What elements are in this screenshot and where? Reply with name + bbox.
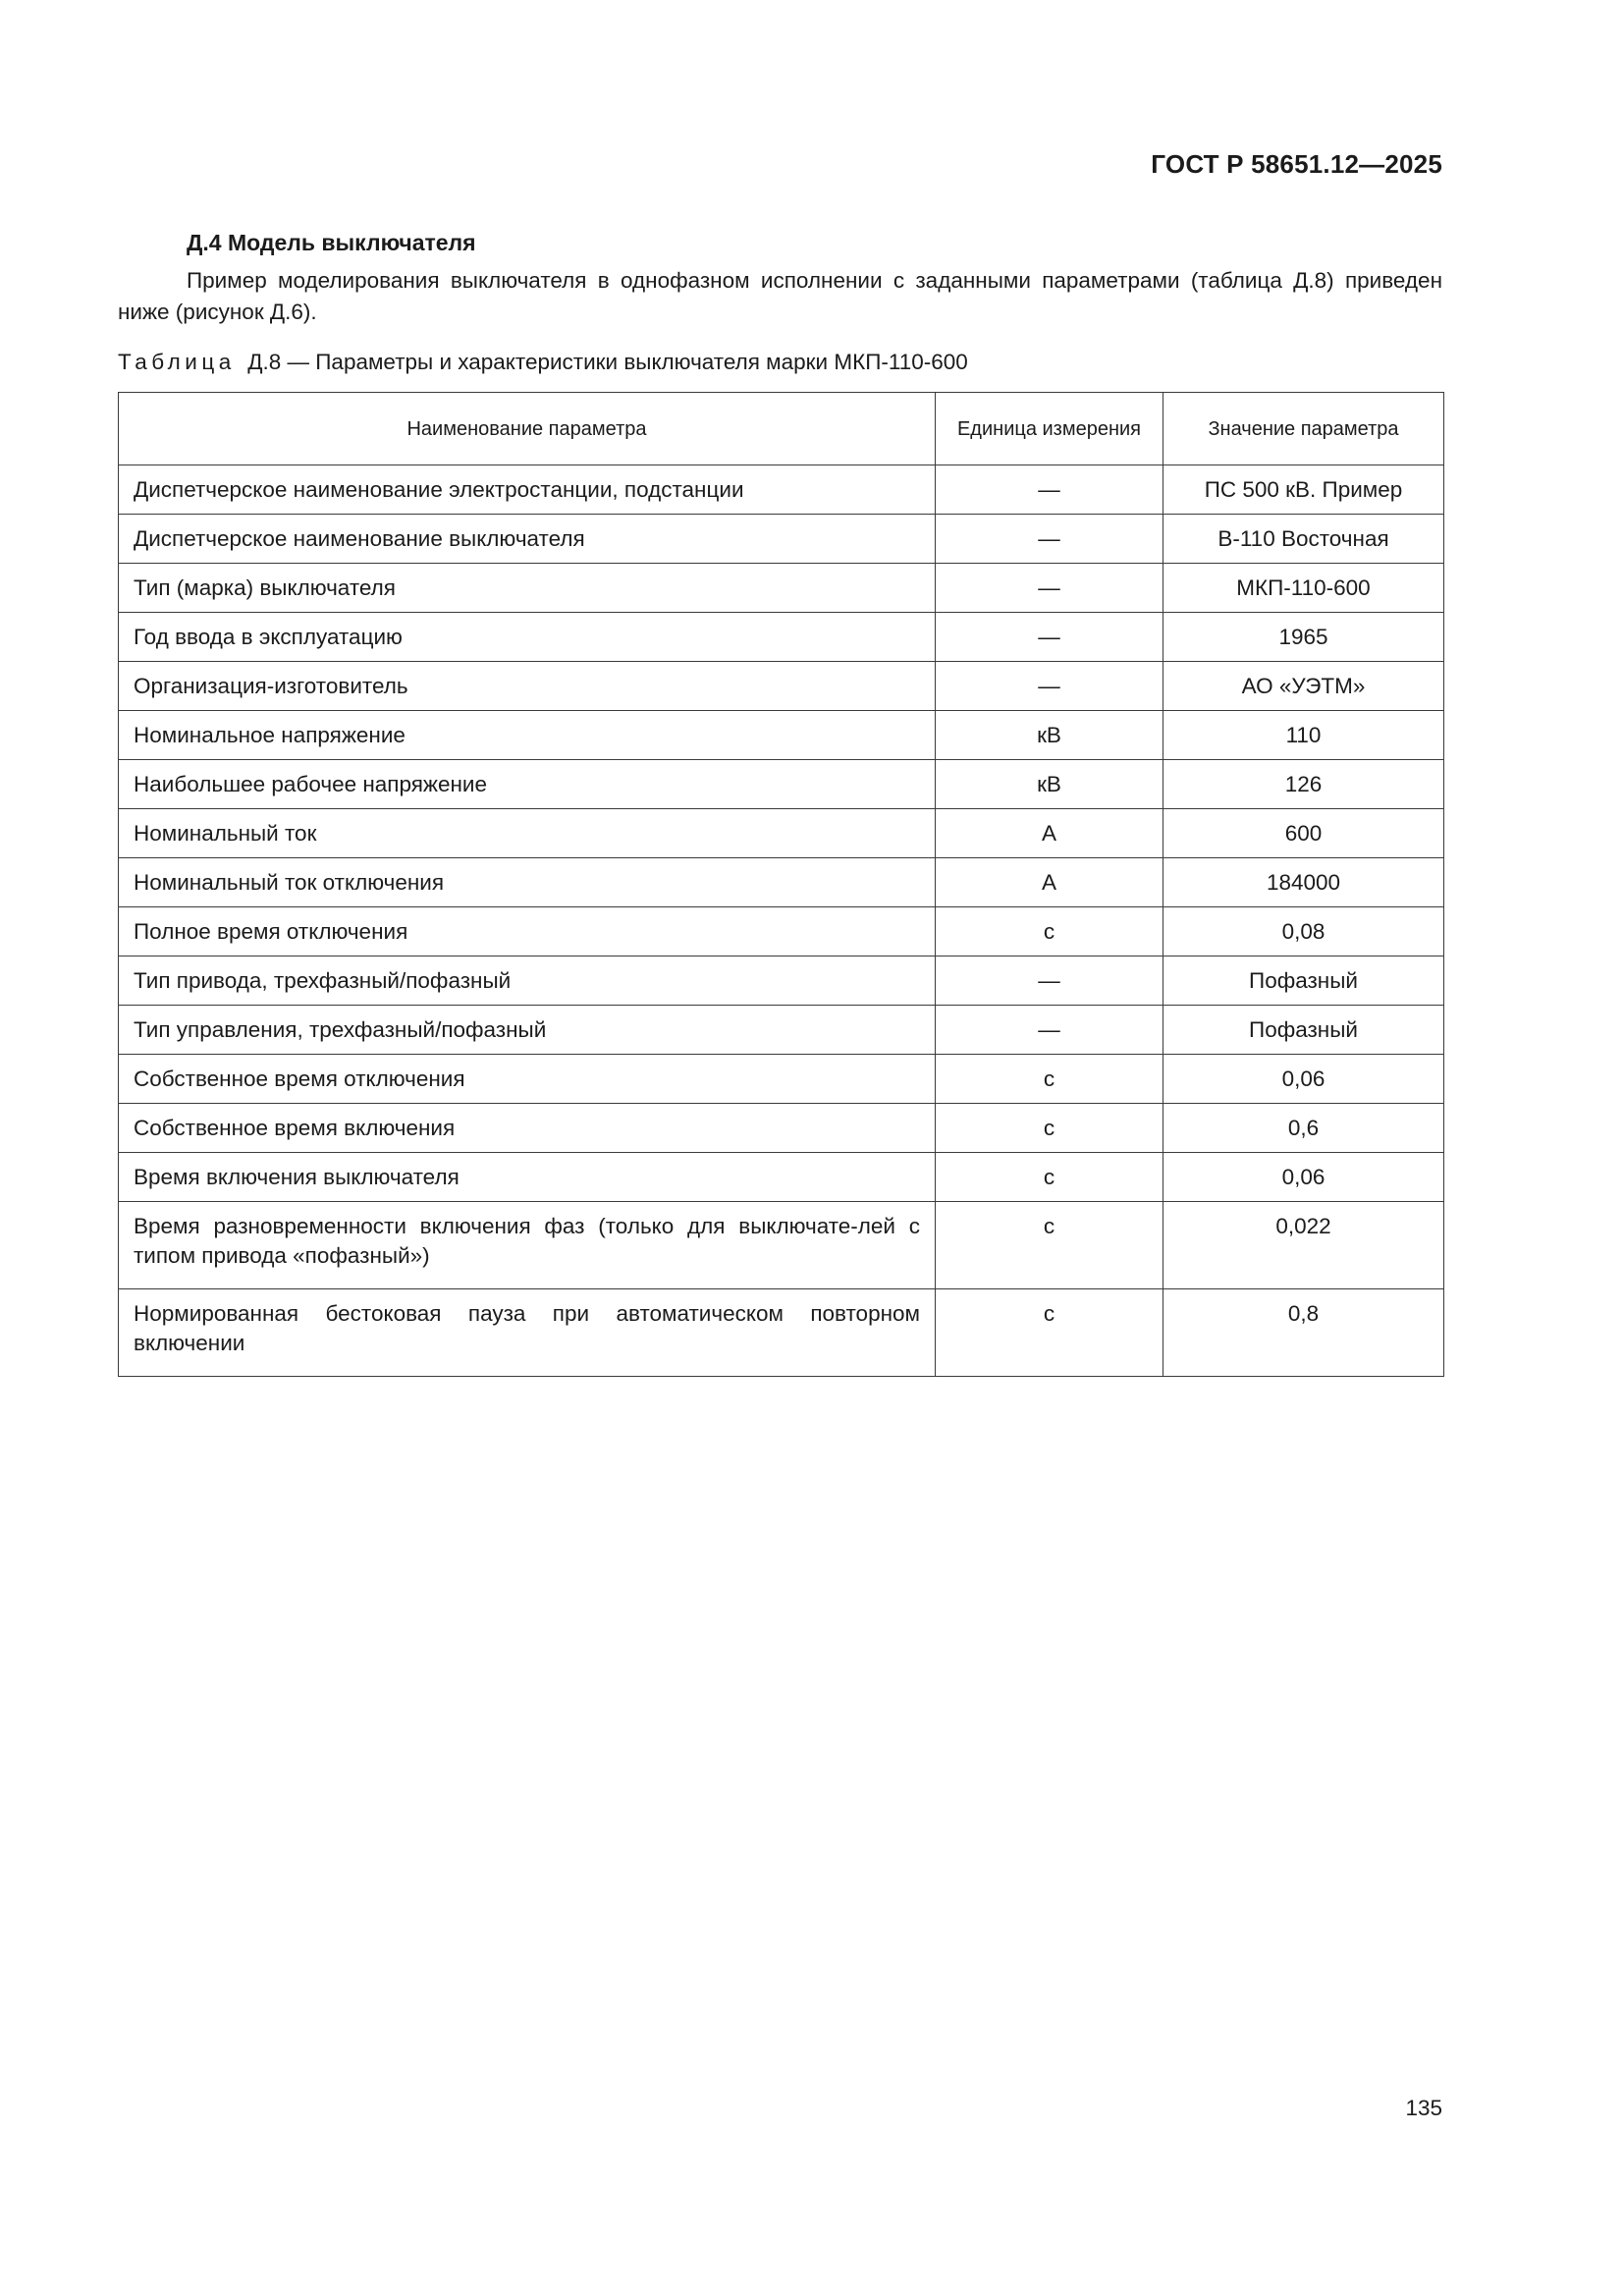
table-caption-label: Таблица [118, 350, 236, 374]
cell-unit: с [936, 1055, 1163, 1104]
table-row [119, 1153, 1444, 1202]
cell-parameter-name: Год ввода в эксплуатацию [119, 613, 936, 662]
cell-value: 126 [1163, 760, 1444, 809]
page-number: 135 [1405, 2096, 1442, 2120]
header-parameter-name: Наименование параметра [119, 393, 936, 465]
cell-parameter-name: Собственное время отключения [119, 1055, 936, 1104]
header-unit: Единица измерения [936, 393, 1163, 465]
cell-value: 1965 [1163, 613, 1444, 662]
table-row [119, 662, 1444, 711]
cell-value: 0,06 [1163, 1055, 1444, 1104]
table-caption [118, 350, 968, 375]
cell-value: МКП-110-600 [1163, 564, 1444, 613]
intro-paragraph: Пример моделирования выключателя в однофазном исполнении с заданными параметрами (таблица Д.8) приведен ниже (рисунок Д.6). [118, 268, 1442, 324]
table-row [119, 957, 1444, 1006]
cell-parameter-name: Диспетчерское наименование выключателя [119, 515, 936, 564]
cell-parameter-name: Полное время отключения [119, 907, 936, 957]
table-row [119, 907, 1444, 957]
cell-unit: с [936, 1153, 1163, 1202]
table-row [119, 613, 1444, 662]
cell-parameter-name: Номинальный ток отключения [119, 858, 936, 907]
cell-unit: — [936, 957, 1163, 1006]
cell-value: Пофазный [1163, 1006, 1444, 1055]
cell-unit: кВ [936, 760, 1163, 809]
cell-unit: с [936, 1104, 1163, 1153]
table-row [119, 465, 1444, 515]
cell-value: 0,06 [1163, 1153, 1444, 1202]
table-row [119, 858, 1444, 907]
cell-value: АО «УЭТМ» [1163, 662, 1444, 711]
cell-value: 0,6 [1163, 1104, 1444, 1153]
cell-unit: — [936, 662, 1163, 711]
cell-unit: — [936, 1006, 1163, 1055]
table-row [119, 711, 1444, 760]
cell-parameter-name: Тип управления, трехфазный/пофазный [119, 1006, 936, 1055]
cell-parameter-name: Время включения выключателя [119, 1153, 936, 1202]
cell-value: Пофазный [1163, 957, 1444, 1006]
table-row [119, 1055, 1444, 1104]
cell-parameter-name: Номинальный ток [119, 809, 936, 858]
cell-unit: с [936, 1289, 1163, 1377]
cell-unit: с [936, 1202, 1163, 1289]
cell-parameter-name: Тип привода, трехфазный/пофазный [119, 957, 936, 1006]
cell-parameter-name: Наибольшее рабочее напряжение [119, 760, 936, 809]
cell-parameter-name: Номинальное напряжение [119, 711, 936, 760]
cell-parameter-name: Нормированная бестоковая пауза при автоматическом повторном включении [119, 1289, 936, 1377]
cell-parameter-name: Собственное время включения [119, 1104, 936, 1153]
cell-unit: — [936, 465, 1163, 515]
table-row [119, 1006, 1444, 1055]
cell-parameter-name: Время разновременности включения фаз (только для выключате-лей с типом привода «пофазный») [119, 1202, 936, 1289]
table-row [119, 760, 1444, 809]
table-caption-text: Д.8 — Параметры и характеристики выключателя марки МКП-110-600 [247, 350, 968, 374]
cell-unit: — [936, 515, 1163, 564]
table-row [119, 1289, 1444, 1377]
cell-value: 600 [1163, 809, 1444, 858]
cell-parameter-name: Диспетчерское наименование электростанции, подстанции [119, 465, 936, 515]
cell-value: 0,08 [1163, 907, 1444, 957]
table-header-row [119, 393, 1444, 465]
cell-unit: кВ [936, 711, 1163, 760]
cell-value: В-110 Восточная [1163, 515, 1444, 564]
cell-value: 0,8 [1163, 1289, 1444, 1377]
cell-parameter-name: Организация-изготовитель [119, 662, 936, 711]
cell-unit: — [936, 613, 1163, 662]
header-value: Значение параметра [1163, 393, 1444, 465]
cell-value: 0,022 [1163, 1202, 1444, 1289]
parameters-table [118, 392, 1444, 1377]
cell-value: ПС 500 кВ. Пример [1163, 465, 1444, 515]
table-row [119, 809, 1444, 858]
cell-unit: А [936, 858, 1163, 907]
table-row [119, 515, 1444, 564]
table-row [119, 1202, 1444, 1289]
section-heading: Д.4 Модель выключателя [187, 230, 476, 255]
cell-value: 184000 [1163, 858, 1444, 907]
table-row [119, 564, 1444, 613]
document-code: ГОСТ Р 58651.12—2025 [1151, 149, 1442, 179]
cell-parameter-name: Тип (марка) выключателя [119, 564, 936, 613]
cell-unit: — [936, 564, 1163, 613]
cell-value: 110 [1163, 711, 1444, 760]
cell-unit: с [936, 907, 1163, 957]
table-body [119, 465, 1444, 1377]
table-row [119, 1104, 1444, 1153]
cell-unit: А [936, 809, 1163, 858]
